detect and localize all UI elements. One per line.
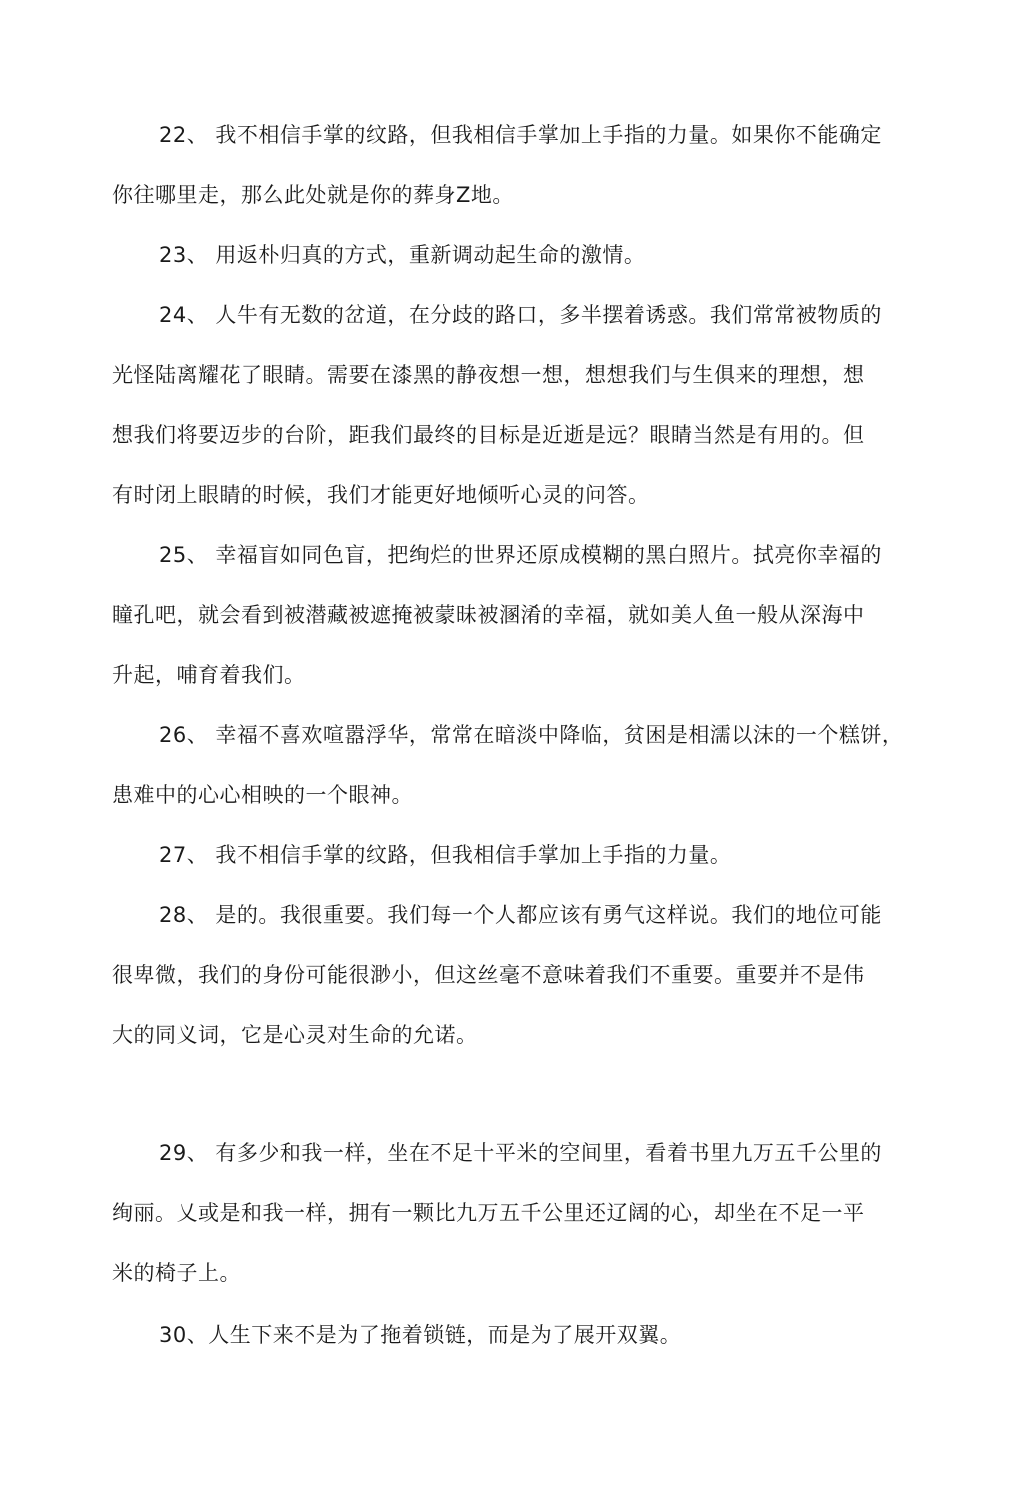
paragraph-26-line-1: 26、 幸福不喜欢喧嚣浮华，常常在暗淡中降临，贫困是相濡以沫的一个糕饼，: [159, 723, 904, 747]
paragraph-24-line-1: 24、 人牛有无数的岔道，在分歧的路口，多半摆着诱惑。我们常常被物质的: [159, 303, 882, 327]
paragraph-24-line-4: 有时闭上眼睛的时候，我们才能更好地倾听心灵的问答。: [112, 483, 650, 507]
paragraph-24-line-3: 想我们将要迈步的台阶，距我们最终的目标是近逝是远？眼睛当然是有用的。但: [112, 423, 865, 447]
paragraph-30-line-1: 30、人生下来不是为了拖着锁链，而是为了展开双翼。: [159, 1323, 682, 1347]
paragraph-23-line-1: 23、 用返朴归真的方式，重新调动起生命的激情。: [159, 243, 646, 267]
paragraph-22-line-2: 你往哪里走，那么此处就是你的葬身Z地。: [112, 183, 514, 207]
paragraph-24-line-2: 光怪陆离耀花了眼睛。需要在漆黑的静夜想一想，想想我们与生俱来的理想，想: [112, 363, 865, 387]
paragraph-27-line-1: 27、 我不相信手掌的纹路，但我相信手掌加上手指的力量。: [159, 843, 732, 867]
paragraph-29-line-1: 29、 有多少和我一样，坐在不足十平米的空间里，看着书里九万五千公里的: [159, 1141, 882, 1165]
paragraph-29-line-3: 米的椅子上。: [112, 1261, 241, 1285]
paragraph-25-line-3: 升起，哺育着我们。: [112, 663, 306, 687]
paragraph-22-line-1: 22、 我不相信手掌的纹路，但我相信手掌加上手指的力量。如果你不能确定: [159, 123, 882, 147]
paragraph-25-line-1: 25、 幸福盲如同色盲，把绚烂的世界还原成模糊的黑白照片。拭亮你幸福的: [159, 543, 882, 567]
paragraph-26-line-2: 患难中的心心相映的一个眼神。: [112, 783, 413, 807]
paragraph-29-line-2: 绚丽。乂或是和我一样，拥有一颗比九万五千公里还辽阔的心，却坐在不足一平: [112, 1201, 865, 1225]
paragraph-28-line-2: 很卑微，我们的身份可能很渺小，但这丝毫不意味着我们不重要。重要并不是伟: [112, 963, 865, 987]
paragraph-28-line-3: 大的同义词，它是心灵对生命的允诺。: [112, 1023, 478, 1047]
paragraph-25-line-2: 瞳孔吧，就会看到被潜藏被遮掩被蒙昧被溷淆的幸福，就如美人鱼一般从深海中: [112, 603, 865, 627]
paragraph-28-line-1: 28、 是的。我很重要。我们每一个人都应该有勇气这样说。我们的地位可能: [159, 903, 882, 927]
